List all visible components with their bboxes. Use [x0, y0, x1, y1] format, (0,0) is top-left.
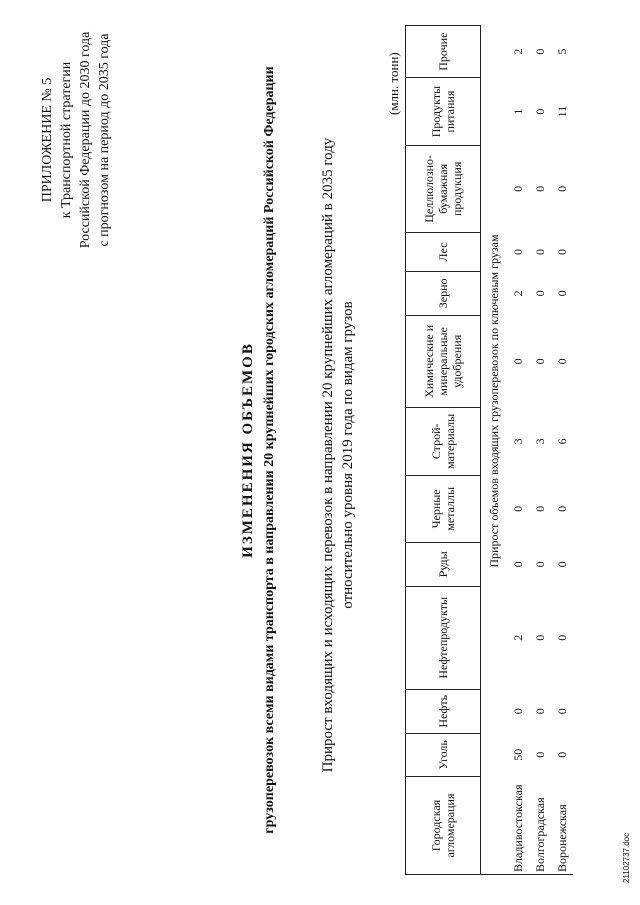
- cell: 50: [510, 748, 525, 761]
- cell: 0: [532, 358, 547, 365]
- cell: 3: [510, 438, 525, 445]
- file-code: 21102737.doc: [622, 832, 631, 883]
- cell: 0: [510, 248, 525, 255]
- appendix-block: [38, 15, 114, 265]
- cell: 0: [554, 751, 569, 758]
- column-header: Нефтепродукты: [406, 586, 481, 689]
- column-header: Целлюлозно- бумажная продукция: [406, 145, 481, 232]
- intro-text: [318, 125, 358, 785]
- appendix-number: ПРИЛОЖЕНИЕ № 5: [40, 77, 55, 203]
- cell: 0: [532, 248, 547, 255]
- column-header: Химические и минеральные удобрения: [406, 315, 481, 408]
- cell: 6: [554, 438, 569, 445]
- cell: 2: [510, 48, 525, 55]
- intro-line: относительно уровня 2019 года по видам грузов: [340, 301, 356, 609]
- cell: 2: [510, 290, 525, 297]
- table-row: [507, 26, 529, 875]
- cell: 0: [510, 505, 525, 512]
- column-header: Прочие: [406, 26, 481, 78]
- column-header: Руды: [406, 543, 481, 587]
- column-header: Лес: [406, 232, 481, 271]
- cell: 0: [554, 358, 569, 365]
- table-row: [551, 26, 573, 875]
- cargo-table: [405, 25, 573, 875]
- table-row: [529, 26, 551, 875]
- row-name: Владивостокская: [507, 777, 529, 875]
- cell: 0: [554, 561, 569, 568]
- appendix-line: к Транспортной стратегии: [59, 61, 74, 219]
- cell: 0: [554, 505, 569, 512]
- column-header: Уголь: [406, 733, 481, 777]
- cell: 0: [532, 108, 547, 115]
- units-label: (млн. тонн): [386, 52, 401, 115]
- cell: 0: [532, 708, 547, 715]
- cell: 0: [554, 290, 569, 297]
- cell: 0: [532, 634, 547, 641]
- section-label: Прирост объемов входящих грузоперевозок по ключевым грузам: [486, 234, 501, 568]
- column-header: Городская агломерация: [406, 777, 481, 875]
- cell: 11: [554, 105, 569, 118]
- row-name: Волгоградская: [529, 777, 551, 875]
- cell: 0: [532, 505, 547, 512]
- cell: 0: [554, 248, 569, 255]
- cell: 0: [510, 358, 525, 365]
- cell: 5: [554, 48, 569, 55]
- cell: 0: [554, 185, 569, 192]
- cell: 0: [532, 751, 547, 758]
- document-subtitle: грузоперевозок всеми видами транспорта в направлении 20 крупнейших городских агломераций Российской Федерации: [262, 66, 277, 834]
- cell: 0: [554, 634, 569, 641]
- column-header: Нефть: [406, 689, 481, 733]
- column-header: Черные металлы: [406, 475, 481, 542]
- cell: 0: [532, 48, 547, 55]
- appendix-line: Российской Федерации до 2030 года: [78, 31, 93, 249]
- cell: 0: [554, 708, 569, 715]
- cell: 1: [510, 108, 525, 115]
- cell: 0: [510, 708, 525, 715]
- row-name: Воронежская: [551, 777, 573, 875]
- cell: 0: [532, 185, 547, 192]
- document-title: ИЗМЕНЕНИЯ ОБЪЕМОВ: [240, 342, 256, 558]
- cell: 0: [532, 561, 547, 568]
- table-header-row: [406, 26, 481, 875]
- cell: 0: [510, 185, 525, 192]
- cell: 3: [532, 438, 547, 445]
- intro-line: Прирост входящих и исходящих перевозок в направлении 20 крупнейших агломераций в 2035 году: [320, 137, 336, 773]
- appendix-line: с прогнозом на период до 2035 года: [97, 33, 112, 247]
- section-row: [481, 26, 508, 875]
- column-header: Продукты питания: [406, 78, 481, 145]
- column-header: Строй- материалы: [406, 408, 481, 475]
- cell: 2: [510, 634, 525, 641]
- cell: 0: [532, 290, 547, 297]
- cell: 0: [510, 561, 525, 568]
- column-header: Зерно: [406, 272, 481, 316]
